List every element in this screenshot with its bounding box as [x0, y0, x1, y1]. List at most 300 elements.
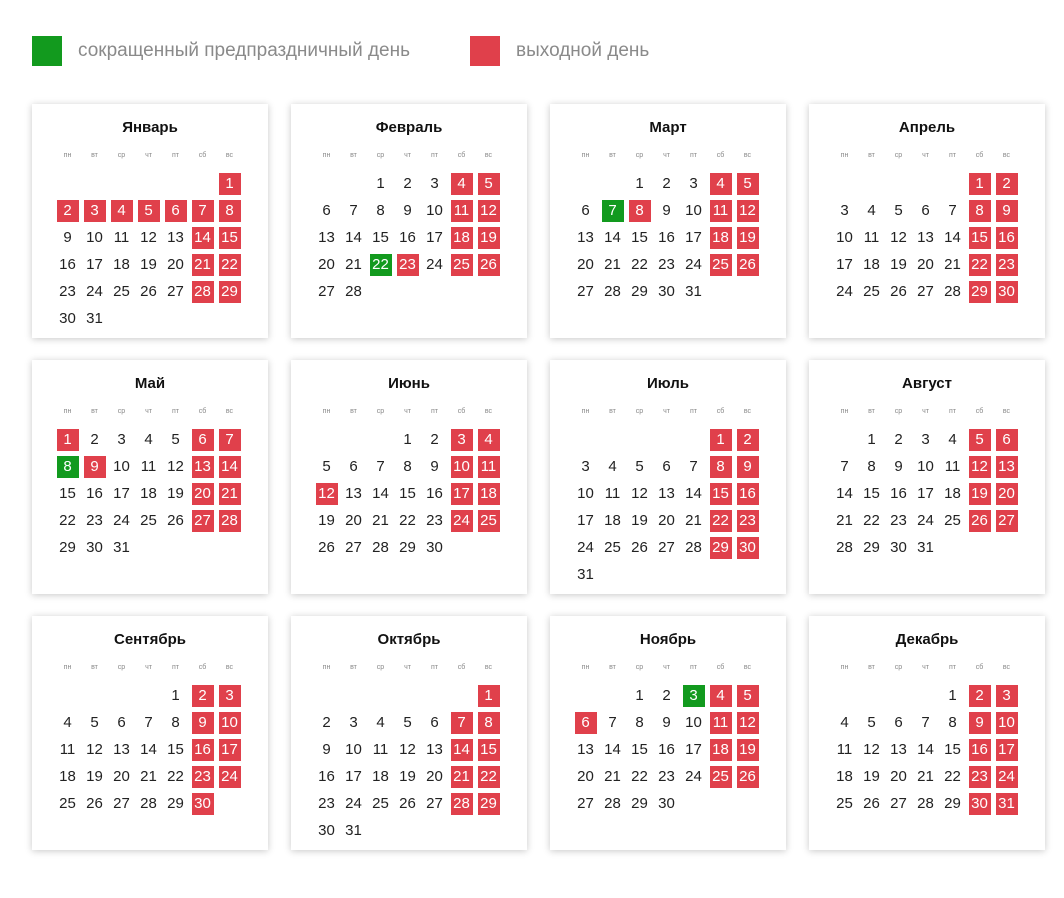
day-number: 14: [944, 229, 961, 246]
day-cell-holiday: [475, 170, 502, 197]
day-number: 15: [631, 229, 648, 246]
day-number: 18: [710, 227, 732, 249]
days-grid: [572, 170, 764, 305]
day-number: 1: [478, 685, 500, 707]
day-cell: [394, 736, 421, 763]
day-cell: [162, 790, 189, 817]
day-number: 16: [890, 485, 907, 502]
day-cell: [858, 278, 885, 305]
day-cell: [653, 251, 680, 278]
day-cell: [54, 507, 81, 534]
day-number: 20: [917, 256, 934, 273]
day-number: 22: [944, 768, 961, 785]
day-cell: [367, 534, 394, 561]
day-number: 19: [890, 256, 907, 273]
day-number: 8: [171, 714, 180, 731]
day-cell-holiday: [189, 453, 216, 480]
day-cell: [626, 170, 653, 197]
day-cell-holiday: [993, 426, 1020, 453]
weekday-label: вт: [91, 664, 98, 671]
day-cell: [912, 534, 939, 561]
day-number: 25: [863, 283, 880, 300]
empty-cell: [626, 426, 653, 453]
day-cell: [572, 278, 599, 305]
day-number: 26: [631, 539, 648, 556]
day-number: 12: [737, 712, 759, 734]
day-number: 3: [581, 458, 590, 475]
day-cell: [572, 763, 599, 790]
day-cell: [108, 709, 135, 736]
month-card: [291, 360, 527, 594]
day-number: 4: [840, 714, 849, 731]
day-cell: [54, 790, 81, 817]
day-number: 7: [608, 714, 617, 731]
day-cell: [81, 224, 108, 251]
day-cell-holiday: [734, 453, 761, 480]
day-cell: [680, 251, 707, 278]
day-cell-holiday: [475, 197, 502, 224]
day-number: 21: [192, 254, 214, 276]
weekday-label: вс: [743, 152, 752, 159]
day-number: 27: [890, 795, 907, 812]
day-number: 15: [399, 485, 416, 502]
day-number: 15: [944, 741, 961, 758]
day-cell-holiday: [966, 453, 993, 480]
day-number: 18: [836, 768, 853, 785]
day-number: 15: [372, 229, 389, 246]
day-cell: [54, 251, 81, 278]
day-number: 13: [426, 741, 443, 758]
day-cell: [421, 790, 448, 817]
empty-cell: [81, 682, 108, 709]
weekday-label: ср: [894, 408, 903, 415]
day-cell: [108, 426, 135, 453]
day-number: 24: [86, 283, 103, 300]
day-number: 11: [113, 229, 130, 246]
day-cell-short-day: [367, 251, 394, 278]
day-number: 4: [63, 714, 72, 731]
empty-cell: [572, 170, 599, 197]
day-cell: [340, 709, 367, 736]
day-number: 7: [451, 712, 473, 734]
weekday-label: пт: [690, 664, 697, 671]
day-cell-holiday: [707, 507, 734, 534]
weekday-label: чт: [404, 408, 411, 415]
day-number: 20: [890, 768, 907, 785]
day-cell-holiday: [734, 251, 761, 278]
day-cell: [162, 224, 189, 251]
weekday-label: чт: [922, 408, 929, 415]
day-cell: [831, 763, 858, 790]
weekday-header: [572, 664, 764, 676]
day-cell: [912, 197, 939, 224]
day-cell: [162, 763, 189, 790]
day-cell: [626, 709, 653, 736]
day-cell-holiday: [81, 197, 108, 224]
day-cell: [367, 790, 394, 817]
weekday-label: пн: [840, 408, 849, 415]
day-number: 11: [836, 741, 853, 758]
day-number: 12: [969, 456, 991, 478]
day-cell: [81, 480, 108, 507]
day-cell-holiday: [216, 170, 243, 197]
day-cell: [367, 197, 394, 224]
day-cell: [367, 453, 394, 480]
day-cell: [340, 763, 367, 790]
day-cell-holiday: [162, 197, 189, 224]
day-cell-holiday: [189, 507, 216, 534]
day-cell-holiday: [734, 197, 761, 224]
day-number: 15: [631, 741, 648, 758]
day-cell: [680, 763, 707, 790]
day-cell: [313, 507, 340, 534]
day-cell: [912, 453, 939, 480]
day-number: 14: [917, 741, 934, 758]
day-number: 20: [192, 483, 214, 505]
day-cell: [626, 534, 653, 561]
day-number: 12: [167, 458, 184, 475]
day-number: 19: [863, 768, 880, 785]
day-number: 29: [710, 537, 732, 559]
days-grid: [572, 682, 764, 817]
day-number: 2: [430, 431, 439, 448]
day-cell: [421, 736, 448, 763]
day-cell-holiday: [448, 224, 475, 251]
day-cell: [135, 709, 162, 736]
day-number: 15: [167, 741, 184, 758]
day-cell: [313, 251, 340, 278]
day-number: 23: [658, 256, 675, 273]
day-number: 4: [710, 173, 732, 195]
day-number: 17: [345, 768, 362, 785]
day-number: 2: [996, 173, 1018, 195]
day-cell: [421, 170, 448, 197]
day-number: 29: [59, 539, 76, 556]
day-cell: [421, 507, 448, 534]
weekday-label: пт: [431, 664, 438, 671]
month-card: [550, 360, 786, 594]
day-number: 19: [140, 256, 157, 273]
day-cell: [421, 709, 448, 736]
weekday-label: вс: [225, 152, 234, 159]
day-number: 9: [430, 458, 439, 475]
day-cell: [54, 763, 81, 790]
day-number: 6: [322, 202, 331, 219]
day-cell: [108, 224, 135, 251]
day-cell: [885, 197, 912, 224]
day-number: 18: [113, 256, 130, 273]
day-cell-holiday: [707, 709, 734, 736]
empty-cell: [162, 170, 189, 197]
weekday-label: вт: [91, 152, 98, 159]
day-number: 25: [140, 512, 157, 529]
day-number: 19: [167, 485, 184, 502]
empty-cell: [885, 682, 912, 709]
day-cell: [135, 453, 162, 480]
day-number: 5: [867, 714, 876, 731]
day-number: 8: [710, 456, 732, 478]
day-number: 3: [996, 685, 1018, 707]
day-number: 26: [140, 283, 157, 300]
day-cell-holiday: [966, 251, 993, 278]
day-cell: [653, 480, 680, 507]
month-card: [550, 104, 786, 338]
day-number: 26: [478, 254, 500, 276]
day-cell-holiday: [966, 790, 993, 817]
day-number: 10: [219, 712, 241, 734]
day-number: 29: [631, 283, 648, 300]
day-cell: [340, 534, 367, 561]
day-cell-holiday: [216, 763, 243, 790]
weekday-label: вс: [1002, 152, 1011, 159]
day-cell-holiday: [993, 224, 1020, 251]
day-number: 26: [890, 283, 907, 300]
day-cell: [653, 534, 680, 561]
weekday-label: вс: [1002, 664, 1011, 671]
day-number: 18: [604, 512, 621, 529]
day-cell: [653, 790, 680, 817]
day-cell-holiday: [993, 278, 1020, 305]
day-number: 15: [478, 739, 500, 761]
day-cell-holiday: [54, 426, 81, 453]
days-grid: [54, 682, 246, 817]
day-cell-holiday: [966, 507, 993, 534]
month-title: Июнь: [388, 375, 430, 392]
day-cell-holiday: [448, 251, 475, 278]
day-cell-holiday: [993, 480, 1020, 507]
empty-cell: [572, 426, 599, 453]
empty-cell: [313, 426, 340, 453]
day-number: 21: [345, 256, 362, 273]
weekday-label: чт: [145, 664, 152, 671]
day-number: 26: [86, 795, 103, 812]
day-cell: [599, 736, 626, 763]
weekday-label: чт: [922, 152, 929, 159]
day-cell: [162, 507, 189, 534]
day-cell: [858, 197, 885, 224]
day-number: 5: [138, 200, 160, 222]
day-number: 10: [685, 202, 702, 219]
day-number: 31: [345, 822, 362, 839]
month-card: [291, 104, 527, 338]
empty-cell: [572, 682, 599, 709]
day-number: 31: [86, 310, 103, 327]
day-cell-holiday: [707, 251, 734, 278]
month-title: Апрель: [898, 119, 956, 136]
day-number: 24: [685, 768, 702, 785]
weekday-label: сб: [716, 664, 725, 671]
day-number: 23: [996, 254, 1018, 276]
day-cell: [831, 224, 858, 251]
day-number: 28: [140, 795, 157, 812]
day-number: 6: [165, 200, 187, 222]
day-cell: [340, 790, 367, 817]
legend: [32, 34, 709, 68]
weekday-header: [313, 408, 505, 420]
day-cell-holiday: [189, 278, 216, 305]
day-cell-holiday: [448, 426, 475, 453]
weekday-label: пт: [172, 664, 179, 671]
day-cell-holiday: [475, 251, 502, 278]
day-cell: [394, 426, 421, 453]
day-number: 29: [399, 539, 416, 556]
day-cell: [831, 736, 858, 763]
day-number: 15: [59, 485, 76, 502]
day-cell: [421, 534, 448, 561]
day-cell: [680, 507, 707, 534]
day-cell: [54, 224, 81, 251]
day-cell: [572, 507, 599, 534]
day-number: 7: [689, 458, 698, 475]
day-number: 7: [921, 714, 930, 731]
day-number: 14: [140, 741, 157, 758]
day-number: 14: [604, 229, 621, 246]
day-number: 9: [403, 202, 412, 219]
day-cell: [394, 763, 421, 790]
day-cell-holiday: [707, 224, 734, 251]
month-title: Июль: [647, 375, 689, 392]
day-number: 18: [140, 485, 157, 502]
day-cell: [54, 709, 81, 736]
day-cell-holiday: [475, 709, 502, 736]
day-number: 19: [969, 483, 991, 505]
day-cell: [394, 453, 421, 480]
day-cell: [313, 453, 340, 480]
day-cell: [858, 480, 885, 507]
day-number: 13: [345, 485, 362, 502]
day-cell: [626, 682, 653, 709]
day-cell-holiday: [475, 453, 502, 480]
empty-cell: [831, 426, 858, 453]
day-cell: [108, 278, 135, 305]
day-number: 12: [399, 741, 416, 758]
day-cell: [831, 197, 858, 224]
day-number: 22: [631, 768, 648, 785]
day-cell: [367, 480, 394, 507]
day-cell: [939, 197, 966, 224]
day-number: 16: [318, 768, 335, 785]
day-cell: [939, 278, 966, 305]
weekday-label: пн: [322, 152, 331, 159]
day-number: 20: [996, 483, 1018, 505]
day-number: 17: [577, 512, 594, 529]
day-cell-holiday: [966, 170, 993, 197]
day-cell-holiday: [216, 736, 243, 763]
weekday-label: вс: [225, 408, 234, 415]
day-number: 11: [478, 456, 500, 478]
days-grid: [54, 170, 246, 332]
day-number: 27: [426, 795, 443, 812]
day-number: 21: [372, 512, 389, 529]
day-cell: [135, 278, 162, 305]
day-cell: [421, 426, 448, 453]
day-cell: [653, 763, 680, 790]
weekday-label: вс: [225, 664, 234, 671]
day-number: 19: [86, 768, 103, 785]
day-cell: [912, 251, 939, 278]
empty-cell: [135, 170, 162, 197]
weekday-header: [831, 664, 1023, 676]
day-number: 3: [349, 714, 358, 731]
day-number: 12: [86, 741, 103, 758]
day-number: 1: [948, 687, 957, 704]
day-cell-holiday: [216, 251, 243, 278]
day-number: 19: [478, 227, 500, 249]
day-cell: [108, 251, 135, 278]
day-cell-holiday: [707, 170, 734, 197]
day-number: 22: [167, 768, 184, 785]
day-number: 31: [113, 539, 130, 556]
day-cell-holiday: [189, 197, 216, 224]
day-number: 23: [426, 512, 443, 529]
weekday-label: пт: [431, 152, 438, 159]
day-number: 30: [969, 793, 991, 815]
legend-swatch-holiday: [470, 36, 500, 66]
day-number: 11: [59, 741, 76, 758]
day-number: 1: [403, 431, 412, 448]
weekday-label: ср: [894, 152, 903, 159]
month-card: [809, 616, 1045, 850]
day-cell: [367, 736, 394, 763]
day-number: 5: [478, 173, 500, 195]
weekday-header: [313, 664, 505, 676]
day-number: 16: [59, 256, 76, 273]
day-cell: [135, 224, 162, 251]
day-cell: [939, 790, 966, 817]
day-number: 8: [403, 458, 412, 475]
day-cell-holiday: [216, 453, 243, 480]
day-number: 2: [662, 687, 671, 704]
day-cell: [858, 763, 885, 790]
day-number: 8: [376, 202, 385, 219]
day-cell: [135, 251, 162, 278]
day-cell: [572, 453, 599, 480]
day-cell: [340, 817, 367, 844]
day-number: 13: [577, 229, 594, 246]
day-number: 27: [192, 510, 214, 532]
day-cell-holiday: [189, 224, 216, 251]
day-cell-holiday: [993, 197, 1020, 224]
day-number: 23: [192, 766, 214, 788]
day-number: 21: [944, 256, 961, 273]
day-cell: [858, 790, 885, 817]
day-number: 8: [867, 458, 876, 475]
day-cell: [653, 278, 680, 305]
weekday-label: сб: [457, 664, 466, 671]
day-number: 27: [113, 795, 130, 812]
day-number: 2: [894, 431, 903, 448]
day-cell: [162, 251, 189, 278]
weekday-label: чт: [404, 664, 411, 671]
day-number: 27: [577, 283, 594, 300]
day-number: 24: [113, 512, 130, 529]
day-cell-holiday: [216, 197, 243, 224]
day-number: 16: [192, 739, 214, 761]
day-number: 21: [836, 512, 853, 529]
day-cell: [626, 763, 653, 790]
day-cell: [599, 534, 626, 561]
year-calendar-grid: [32, 104, 1045, 850]
weekday-header: [831, 152, 1023, 164]
day-cell: [912, 278, 939, 305]
day-cell-holiday: [993, 507, 1020, 534]
day-cell-holiday: [993, 453, 1020, 480]
day-number: 2: [192, 685, 214, 707]
day-cell-holiday: [475, 507, 502, 534]
day-number: 2: [403, 175, 412, 192]
day-number: 18: [944, 485, 961, 502]
day-number: 1: [867, 431, 876, 448]
